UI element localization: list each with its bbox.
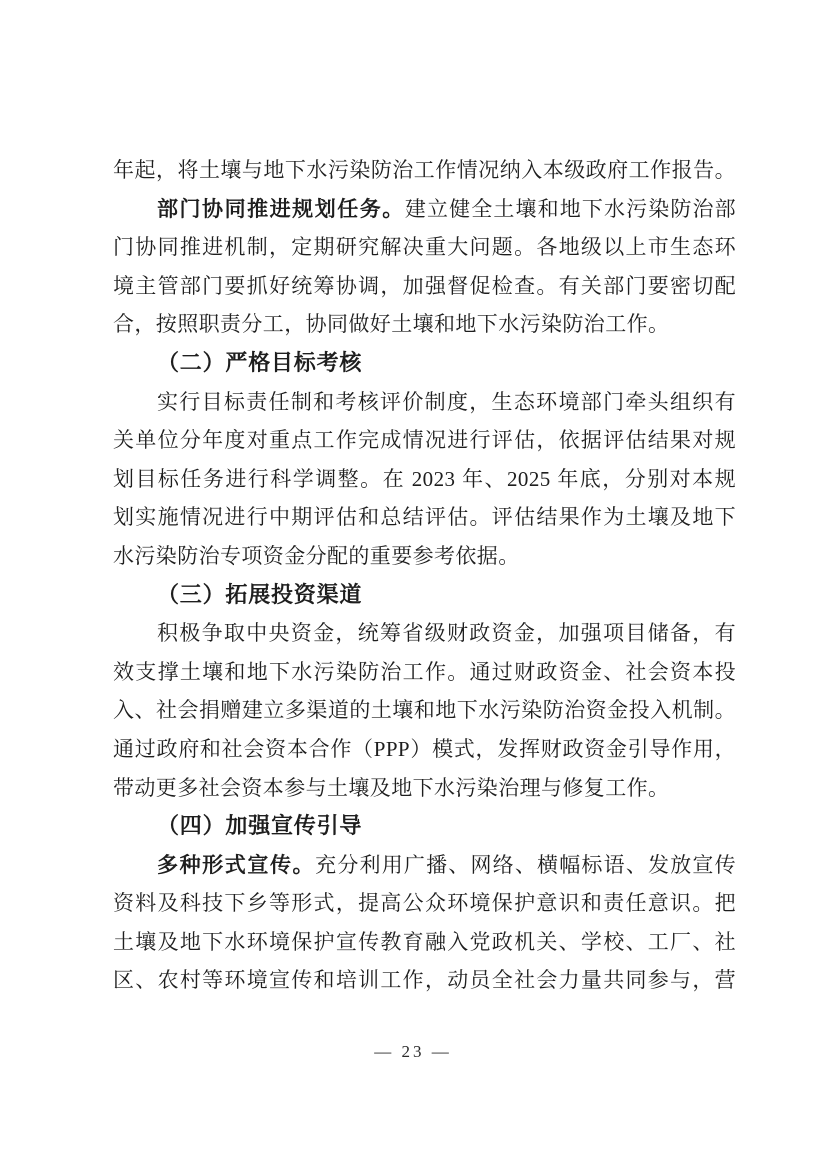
text-segment: 带动更多社会资本参与土壤及地下水污染治理与修复工作。 (113, 775, 670, 800)
section-heading (113, 807, 736, 846)
text-line (113, 730, 736, 769)
text-line (113, 383, 736, 422)
bold-text-segment: （三）拓展投资渠道 (157, 581, 363, 607)
text-line (113, 691, 736, 730)
text-line (113, 961, 736, 1000)
section-heading (113, 344, 736, 383)
text-line (113, 305, 736, 344)
bold-text-segment: （四）加强宣传引导 (157, 813, 363, 839)
text-segment: 通过政府和社会资本合作（PPP）模式，发挥财政资金引导作用， (113, 736, 736, 761)
text-line (113, 884, 736, 923)
section-heading (113, 576, 736, 615)
text-line (113, 267, 736, 306)
text-segment: 划目标任务进行科学调整。在 2023 年、2025 年底，分别对本规 (113, 466, 736, 491)
text-segment: 土壤及地下水环境保护宣传教育融入党政机关、学校、工厂、社 (113, 929, 736, 954)
text-segment: 建立健全土壤和地下水污染防治部 (404, 196, 736, 221)
bold-text-segment: 部门协同推进规划任务。 (157, 197, 405, 221)
text-line (113, 421, 736, 460)
page-number: — 23 — (374, 1042, 452, 1061)
text-segment: 水污染防治专项资金分配的重要参考依据。 (113, 543, 520, 568)
document-body-text (113, 151, 736, 1000)
text-segment: 资料及科技下乡等形式，提高公众环境保护意识和责任意识。把 (113, 891, 736, 916)
text-line (113, 151, 736, 190)
text-segment: 入、社会捐赠建立多渠道的土壤和地下水污染防治资金投入机制。 (113, 698, 736, 723)
text-segment: 境主管部门要抓好统筹协调，加强督促检查。有关部门要密切配 (113, 273, 736, 298)
text-line (113, 769, 736, 808)
text-segment: 关单位分年度对重点工作完成情况进行评估，依据评估结果对规 (113, 428, 736, 453)
text-line (113, 498, 736, 537)
text-line (113, 653, 736, 692)
text-line (113, 460, 736, 499)
text-line (113, 614, 736, 653)
text-segment: 实行目标责任制和考核评价制度，生态环境部门牵头组织有 (157, 389, 736, 414)
text-line (113, 537, 736, 576)
text-line (113, 846, 736, 885)
text-line (113, 228, 736, 267)
text-segment: 效支撑土壤和地下水污染防治工作。通过财政资金、社会资本投 (113, 659, 736, 684)
text-segment: 积极争取中央资金，统筹省级财政资金，加强项目储备，有 (157, 621, 736, 646)
text-line (113, 923, 736, 962)
text-segment: 划实施情况进行中期评估和总结评估。评估结果作为土壤及地下 (113, 505, 736, 530)
text-segment: 年起，将土壤与地下水污染防治工作情况纳入本级政府工作报告。 (113, 158, 736, 182)
text-segment: 充分利用广播、网络、横幅标语、发放宣传 (315, 852, 736, 877)
bold-text-segment: 多种形式宣传。 (157, 853, 316, 877)
text-segment: 门协同推进机制，定期研究解决重大问题。各地级以上市生态环 (113, 235, 736, 260)
text-segment: 区、农村等环境宣传和培训工作，动员全社会力量共同参与，营 (113, 968, 736, 993)
bold-text-segment: （二）严格目标考核 (157, 349, 363, 375)
text-segment: 合，按照职责分工，协同做好土壤和地下水污染防治工作。 (113, 312, 670, 337)
text-line (113, 190, 736, 229)
